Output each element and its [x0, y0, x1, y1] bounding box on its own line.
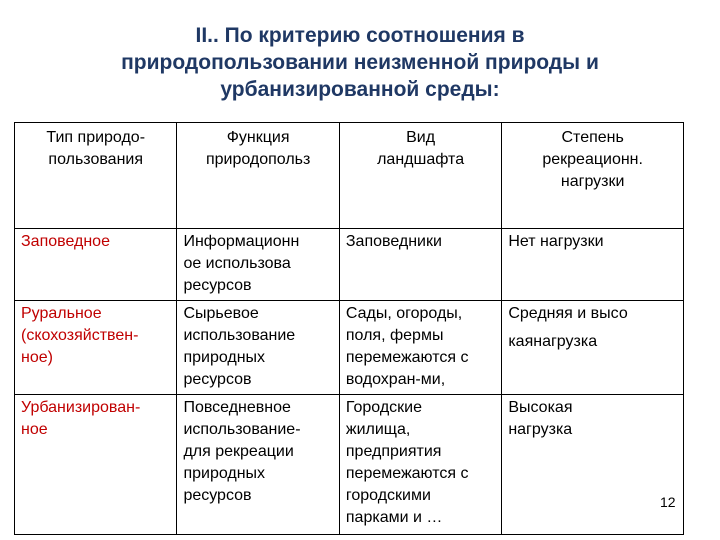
row-cell-load: [502, 229, 684, 301]
header-text: Степень: [561, 129, 624, 146]
cell-text: Высокая: [508, 399, 573, 416]
header-text: рекреационн.: [542, 151, 643, 168]
cell-text: жилища,: [345, 421, 411, 438]
header-text: нагрузки: [560, 173, 625, 190]
table-row: [15, 301, 684, 395]
cell-text: (скохозяйствен-: [21, 327, 139, 344]
row-cell-landscape: [339, 229, 501, 301]
table-row: [15, 229, 684, 301]
cell-text: Повседневное: [183, 399, 291, 416]
header-text: Тип природо-: [46, 129, 146, 146]
cell-text: природных: [183, 465, 266, 482]
cell-text: ресурсов: [183, 371, 252, 388]
cell-text: Городские: [345, 399, 422, 416]
cell-text: для рекреации: [183, 443, 294, 460]
cell-text: перемежаются с: [345, 465, 469, 482]
cell-text: использование-: [183, 421, 301, 438]
cell-text: Нет нагрузки: [508, 233, 604, 250]
cell-text: поля, фермы: [345, 327, 444, 344]
cell-text: Урбанизирован-: [21, 399, 141, 416]
row-cell-landscape: [339, 395, 501, 535]
cell-text: Сырьевое: [183, 305, 259, 322]
cell-text: природных: [183, 349, 266, 366]
title-line-2: природопользовании неизменной природы и: [121, 51, 599, 74]
cell-text: использование: [183, 327, 296, 344]
title-line-1: II.. По критерию соотношения в: [195, 24, 525, 47]
row-cell-type: [15, 301, 177, 395]
header-text: Функция: [226, 129, 290, 146]
row-cell-function: [177, 395, 339, 535]
title-line-3: урбанизированной среды:: [220, 78, 500, 101]
header-cell-type: [15, 123, 177, 229]
page-number: 12: [660, 494, 676, 510]
cell-text: Заповедное: [21, 233, 110, 250]
cell-text: ресурсов: [183, 487, 252, 504]
row-cell-type: [15, 395, 177, 535]
row-cell-load: [502, 395, 684, 535]
row-cell-landscape: [339, 301, 501, 395]
cell-text: Заповедники: [345, 233, 442, 250]
header-text: ландшафта: [377, 151, 465, 168]
cell-text: ресурсов: [183, 277, 252, 294]
table-header-row: [15, 123, 684, 229]
cell-text: ное): [21, 349, 53, 366]
slide-title: [40, 22, 680, 103]
cell-text: предприятия: [345, 443, 442, 460]
row-cell-type: [15, 229, 177, 301]
row-cell-load: [502, 301, 684, 395]
header-text: Вид: [406, 129, 436, 146]
classification-table: [14, 122, 684, 535]
cell-text: каянагрузка: [508, 333, 598, 350]
header-cell-function: [177, 123, 339, 229]
cell-text: парками и …: [345, 509, 443, 526]
cell-text: нагрузка: [508, 421, 573, 438]
header-cell-load: [502, 123, 684, 229]
row-cell-function: [177, 229, 339, 301]
cell-text: водохран-ми,: [345, 371, 446, 388]
cell-text: Информационн: [183, 233, 300, 250]
cell-text: Средняя и высо: [508, 305, 628, 322]
cell-text: Руральное: [21, 305, 102, 322]
header-text: пользования: [48, 151, 144, 168]
header-text: природопольз: [205, 151, 311, 168]
cell-text: ное: [21, 421, 48, 438]
cell-text: Сады, огороды,: [345, 305, 463, 322]
cell-text: перемежаются с: [345, 349, 469, 366]
row-cell-function: [177, 301, 339, 395]
table-row: [15, 395, 684, 535]
header-cell-landscape: [339, 123, 501, 229]
cell-text: городскими: [345, 487, 431, 504]
cell-text: ое использова: [183, 255, 291, 272]
